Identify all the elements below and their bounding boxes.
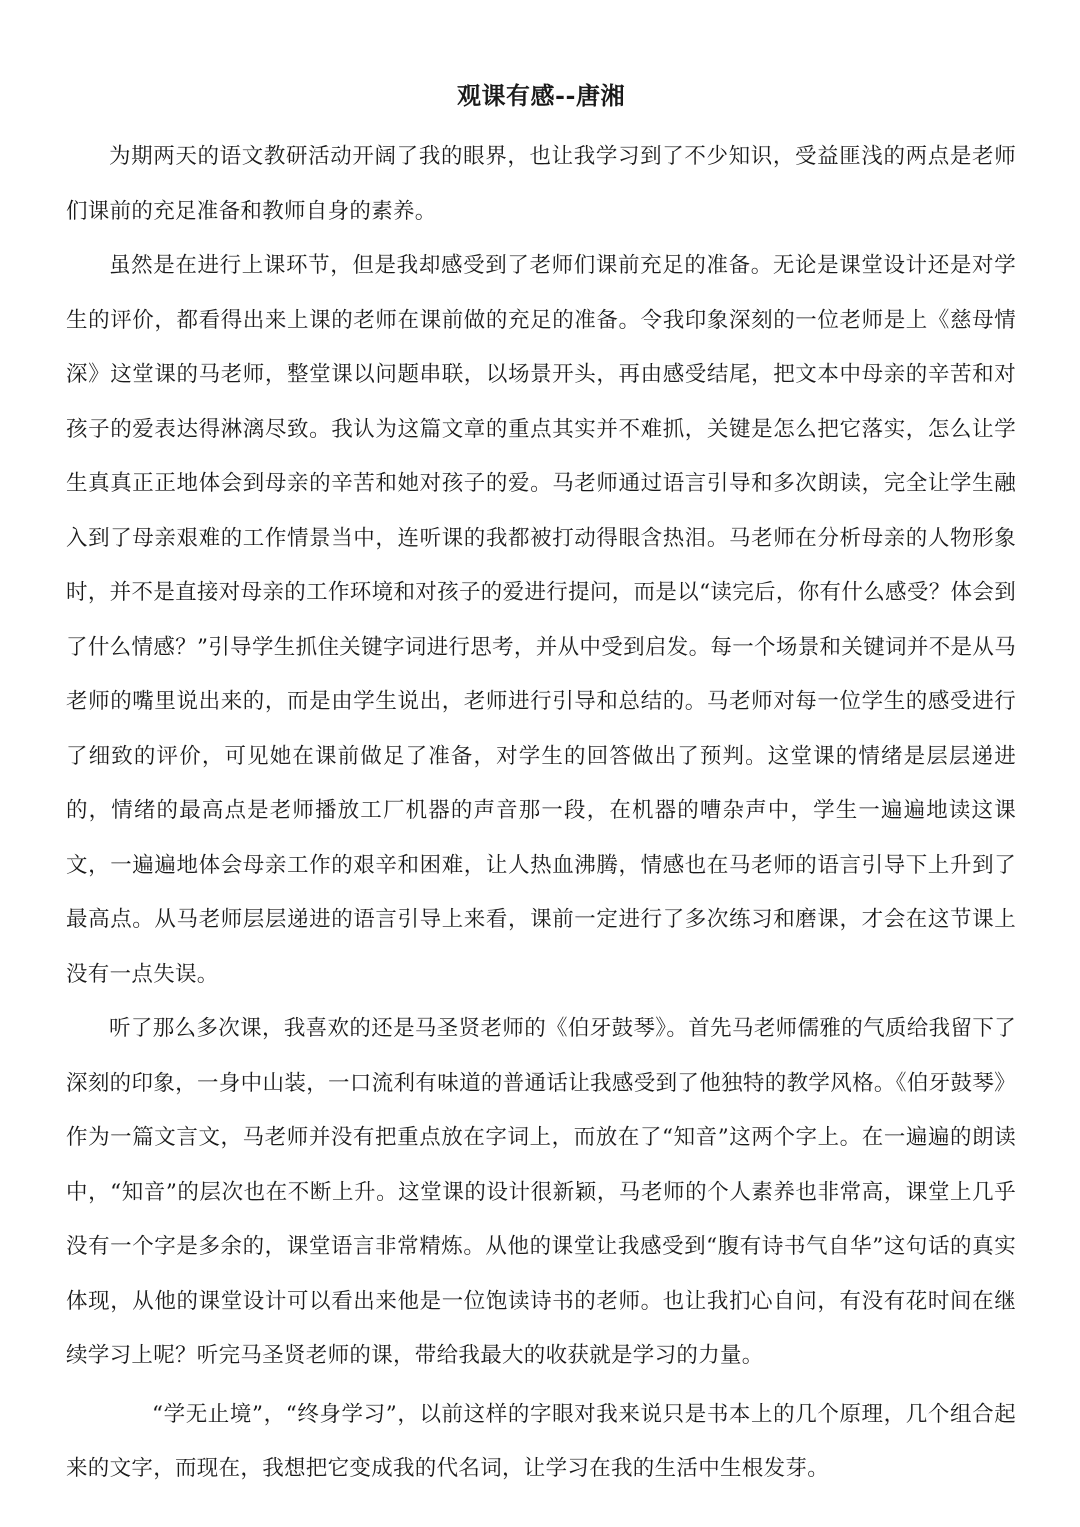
document-title: 观课有感--唐湘 (457, 81, 625, 110)
paragraph-lesson-two: 听了那么多次课，我喜欢的还是马圣贤老师的《伯牙鼓琴》。首先马老师儒雅的气质给我留下了深刻的印象，一身中山装，一口流利有味道的普通话让我感受到了他独特的教学风格。《伯牙鼓琴》作为一篇文言文，马老师并没有把重点放在字词上，而放在了“知音”这两个字上。在一遍遍的朗读中，“知音”的层次也在不断上升。这堂课的设计很新颖，马老师的个人素养也非常高，课堂上几乎没有一个字是多余的，课堂语言非常精炼。从他的课堂让我感受到“腹有诗书气自华”这句话的真实体现，从他的课堂设计可以看出来他是一位饱读诗书的老师。也让我扪心自问，有没有花时间在继续学习上呢？听完马圣贤老师的课，带给我最大的收获就是学习的力量。 (66, 1016, 1016, 1368)
paragraph-lesson-one: 虽然是在进行上课环节，但是我却感受到了老师们课前充足的准备。无论是课堂设计还是对学生的评价，都看得出来上课的老师在课前做的充足的准备。令我印象深刻的一位老师是上《慈母情深》这堂课的马老师，整堂课以问题串联，以场景开头，再由感受结尾，把文本中母亲的辛苦和对孩子的爱表达得淋漓尽致。我认为这篇文章的重点其实并不难抓，关键是怎么把它落实，怎么让学生真真正正地体会到母亲的辛苦和她对孩子的爱。马老师通过语言引导和多次朗读，完全让学生融入到了母亲艰难的工作情景当中，连听课的我都被打动得眼含热泪。马老师在分析母亲的人物形象时，并不是直接对母亲的工作环境和对孩子的爱进行提问，而是以“读完后，你有什么感受？体会到了什么情感？”引导学生抓住关键字词进行思考，并从中受到启发。每一个场景和关键词并不是从马老师的嘴里说出来的，而是由学生说出，老师进行引导和总结的。马老师对每一位学生的感受进行了细致的评价，可见她在课前做足了准备，对学生的回答做出了预判。这堂课的情绪是层层递进的，情绪的最高点是老师播放工厂机器的声音那一段，在机器的嘈杂声中，学生一遍遍地读这课文，一遍遍地体会母亲工作的艰辛和困难，让人热血沸腾，情感也在马老师的语言引导下上升到了最高点。从马老师层层递进的语言引导上来看，课前一定进行了多次练习和磨课，才会在这节课上没有一点失误。 (66, 253, 1016, 987)
document-page (66, 74, 1016, 1497)
paragraph-conclusion: “学无止境”，“终身学习”，以前这样的字眼对我来说只是书本上的几个原理，几个组合起来的文字，而现在，我想把它变成我的代名词，让学习在我的生活中生根发芽。 (66, 1401, 1016, 1481)
paragraph-intro: 为期两天的语文教研活动开阔了我的眼界，也让我学习到了不少知识，受益匪浅的两点是老师们课前的充足准备和教师自身的素养。 (66, 144, 1016, 224)
